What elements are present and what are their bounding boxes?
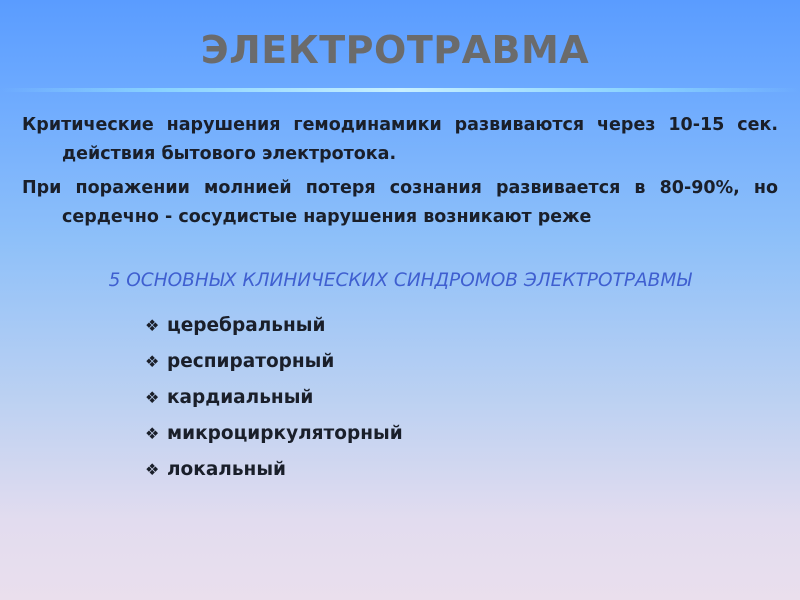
list-item xyxy=(145,415,403,451)
syndrome-label: церебральный xyxy=(167,314,326,336)
syndrome-label: локальный xyxy=(167,458,287,480)
diamond-bullet-icon: ❖ xyxy=(145,459,160,479)
paragraph-hemodynamics: Критические нарушения гемодинамики развиваются через 10-15 сек. действия бытового электротока. xyxy=(22,115,778,164)
syndrome-label: респираторный xyxy=(167,350,335,372)
diamond-bullet-icon: ❖ xyxy=(145,423,160,443)
syndrome-label: микроциркуляторный xyxy=(167,422,403,444)
title-divider xyxy=(0,88,800,92)
diamond-bullet-icon: ❖ xyxy=(145,315,160,335)
slide-title: ЭЛЕКТРОТРАВМА xyxy=(200,28,590,72)
paragraph-lightning: При поражении молнией потеря сознания развивается в 80-90%, но сердечно - сосудистые нарушения возникают реже xyxy=(22,178,778,227)
syndrome-list xyxy=(145,307,403,487)
diamond-bullet-icon: ❖ xyxy=(145,351,160,371)
syndromes-heading: 5 ОСНОВНЫХ КЛИНИЧЕСКИХ СИНДРОМОВ ЭЛЕКТРОТРАВМЫ xyxy=(108,270,692,291)
list-item xyxy=(145,379,403,415)
diamond-bullet-icon: ❖ xyxy=(145,387,160,407)
syndrome-label: кардиальный xyxy=(167,386,314,408)
list-item xyxy=(145,343,403,379)
list-item xyxy=(145,307,403,343)
list-item xyxy=(145,451,403,487)
